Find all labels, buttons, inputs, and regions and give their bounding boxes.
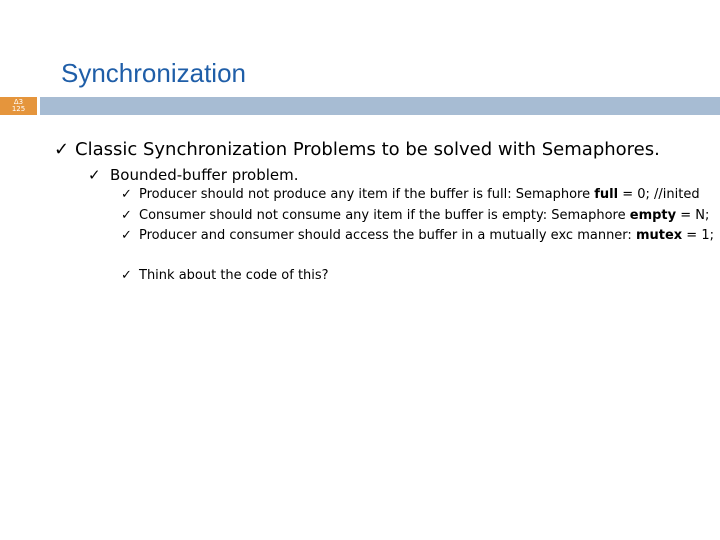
bullet-think: [121, 268, 329, 283]
bullet-consumer-empty: [121, 208, 709, 223]
bullet-text: Consumer should not consume any item if the buffer is empty: Semaphore: [139, 208, 630, 223]
bullet-text: Classic Synchronization Problems to be solved with Semaphores.: [75, 139, 660, 160]
page-number-bottom: 125: [11, 105, 26, 113]
bullet-text: Producer should not produce any item if the buffer is full: Semaphore: [139, 187, 595, 202]
bullet-level2: [88, 166, 299, 184]
bullet-producer-full: [121, 187, 700, 202]
checkmark-icon: ✓: [121, 208, 132, 223]
keyword-mutex: mutex: [635, 228, 683, 243]
checkmark-icon: ✓: [121, 228, 132, 243]
keyword-full: full: [594, 187, 619, 202]
bullet-text: Bounded-buffer problem.: [110, 166, 299, 184]
bullet-text: Think about the code of this?: [139, 268, 329, 283]
bullet-level1: [54, 139, 660, 160]
bullet-mutex: [121, 228, 714, 243]
header-bar: [40, 97, 720, 115]
bullet-text-end: = 1;: [682, 228, 714, 243]
slide-title: Synchronization: [61, 58, 246, 88]
checkmark-icon: ✓: [54, 139, 70, 160]
checkmark-icon: ✓: [88, 166, 101, 184]
page-number-badge: [0, 97, 37, 115]
bullet-text-end: = 0; //inited: [618, 187, 700, 202]
bullet-text-end: = N;: [676, 208, 710, 223]
bullet-text: Producer and consumer should access the buffer in a mutually exc manner:: [139, 228, 636, 243]
keyword-empty: empty: [629, 208, 677, 223]
checkmark-icon: ✓: [121, 268, 132, 283]
checkmark-icon: ✓: [121, 187, 132, 202]
page-number-top: Δ3: [13, 98, 24, 106]
